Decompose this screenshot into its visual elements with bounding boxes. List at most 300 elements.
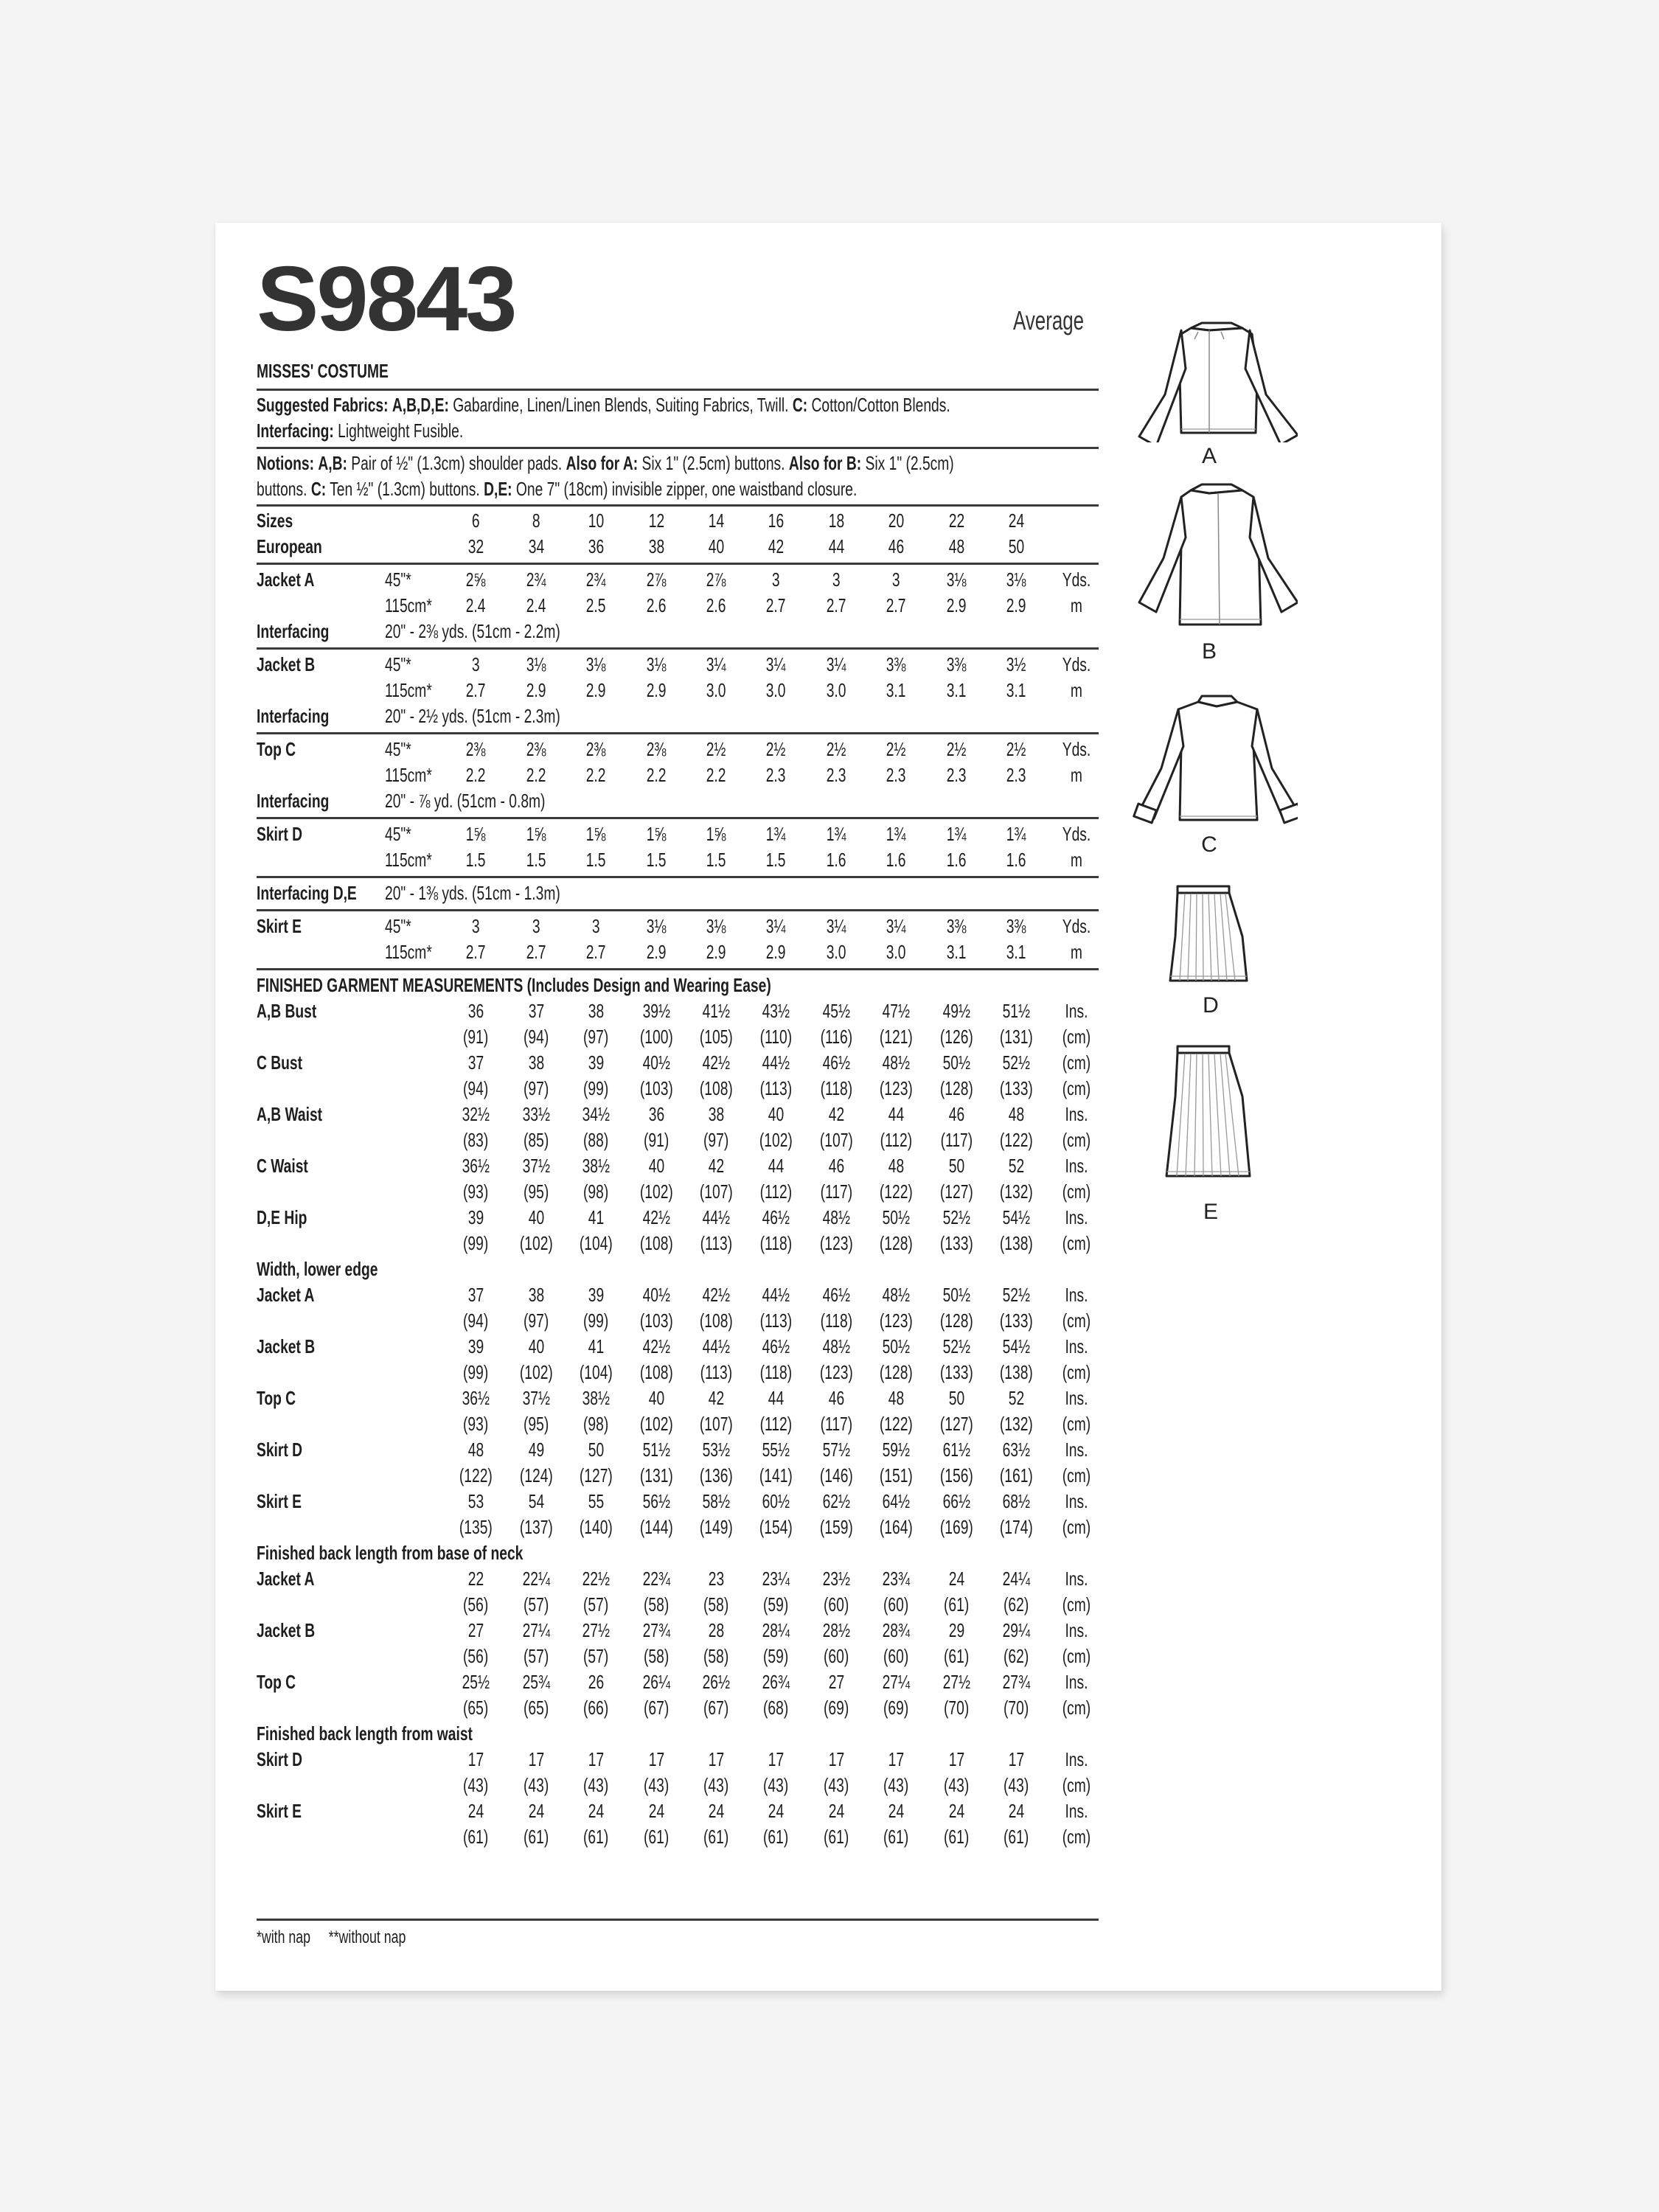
european-sizes-label: European [257,535,322,557]
measurement-ins-text: 29¼ [1002,1619,1030,1641]
size-6-text: 6 [471,509,480,532]
measurement-ins-text: 17 [768,1748,784,1770]
measurement-cm-text: (144) [639,1516,673,1538]
measurement-cm [566,1514,625,1540]
measurement-cm [627,1463,686,1489]
yardage-value-text: 3⅛ [1006,568,1026,591]
yardage-value [746,652,805,678]
yardage-value-text: 1.6 [1006,849,1026,871]
measurement-cm [446,1824,505,1850]
yardage-value [746,847,805,873]
measurement-ins-text: 27¾ [1002,1671,1030,1693]
measurement-cm-text: (97) [582,1026,609,1048]
measurement-ins [627,1153,686,1179]
measurement-ins-text: 39 [467,1335,484,1357]
yardage-value-text: 1.6 [886,849,906,871]
measurement-ins-text: 27½ [582,1619,610,1641]
measurement-cm-text: (117) [940,1129,973,1151]
measurement-cm-text: (123) [819,1232,853,1254]
measurement-cm-text: (102) [519,1232,553,1254]
european-size-32 [446,534,505,560]
measurement-ins [987,1385,1046,1411]
measurement-cm [627,1592,686,1618]
european-size-34-text: 34 [528,535,544,557]
unit-label [1047,1747,1106,1773]
measurement-ins [927,1282,986,1308]
notions-a-label: Also for A: [566,452,639,474]
yardage-value [807,762,866,788]
yardage-value [987,762,1046,788]
measurement-cm [807,1231,866,1256]
measurement-cm-text: (121) [879,1026,913,1048]
pattern-number: S9843 [257,248,515,350]
notions-de-label: D,E: [484,478,512,500]
measurement-ins-text: 52½ [1002,1051,1030,1074]
measurement-ins [746,1798,805,1824]
unit-label [1047,1024,1106,1050]
measurement-ins-text: 42½ [642,1335,670,1357]
measurement-cm [807,1127,866,1153]
view-b-illustration [1121,477,1298,632]
unit-label-text: Ins. [1065,1284,1088,1306]
measurement-cm-text: (118) [759,1361,792,1383]
measurement-cm [866,1076,925,1102]
interfacing-yardage: 20" - ⅞ yd. (51cm - 0.8m) [385,790,546,812]
measurement-cm [866,1411,925,1437]
measurement-cm-text: (138) [999,1361,1033,1383]
unit-label [1047,1669,1106,1695]
measurement-ins [627,1489,686,1514]
measurement-cm-text: (154) [759,1516,793,1538]
yardage-value-text: 2.6 [646,594,667,616]
unit-label [1047,652,1106,678]
measurement-cm [686,1463,745,1489]
measurement-cm-text: (91) [643,1129,669,1151]
measurement-ins-text: 66½ [942,1490,970,1512]
yardage-value [746,914,805,939]
measurement-cm [627,1231,686,1256]
yardage-value-text: 1¾ [886,823,906,845]
yardage-value-text: 3 [832,568,841,591]
measurement-label: Jacket A [257,1284,315,1306]
measurement-cm [507,1308,566,1334]
measurement-cm [927,1411,986,1437]
measurement-cm [987,1644,1046,1669]
yardage-value [627,593,686,619]
measurement-ins-text: 62½ [822,1490,850,1512]
measurement-cm-text: (93) [462,1180,489,1203]
measurement-ins [507,1437,566,1463]
yardage-value [686,678,745,703]
size-8-text: 8 [532,509,540,532]
measurement-ins [507,1205,566,1231]
yardage-value-text: 2.9 [706,941,726,963]
measurement-cm [566,1231,625,1256]
measurement-ins-text: 38 [528,1051,544,1074]
yardage-value-text: 3⅜ [946,915,967,937]
size-20 [866,508,925,534]
measurement-cm-text: (112) [880,1129,912,1151]
measurement-cm-text: (127) [939,1413,973,1435]
measurement-ins-text: 27½ [942,1671,970,1693]
measurement-ins-text: 24 [948,1568,964,1590]
yardage-value-text: 2.7 [886,594,906,616]
yardage-value [446,567,505,593]
measurement-cm-text: (113) [759,1077,792,1099]
measurement-cm [866,1179,925,1205]
unit-label-text: Ins. [1065,1000,1088,1022]
divider [257,504,1099,507]
yardage-value-text: 2½ [1006,738,1026,760]
yardage-value [446,593,505,619]
measurement-cm-text: (126) [939,1026,973,1048]
view-b-label: B [1201,639,1217,664]
measurement-cm-text: (66) [582,1697,609,1719]
measurement-cm-text: (61) [762,1826,789,1848]
measurement-cm-text: (116) [820,1026,852,1048]
unit-label [1047,678,1106,703]
measurement-ins-text: 60½ [762,1490,790,1512]
measurement-cm-text: (123) [819,1361,853,1383]
yardage-value-text: 1.5 [706,849,726,871]
yardage-value [807,914,866,939]
measurement-cm-text: (133) [939,1232,973,1254]
measurement-cm [927,1360,986,1385]
measurement-cm-text: (93) [462,1413,489,1435]
yardage-value-text: 3.1 [946,679,967,701]
measurement-ins-text: 48½ [822,1206,850,1228]
measurement-ins-text: 48½ [882,1051,910,1074]
measurement-ins [627,1334,686,1360]
divider [257,389,1099,391]
yardage-value-text: 2.3 [765,764,786,786]
measurement-ins-text: 39 [588,1051,604,1074]
measurement-cm [686,1695,745,1721]
measurement-ins [566,1489,625,1514]
measurement-cm [866,1592,925,1618]
yardage-value [627,678,686,703]
measurement-cm [987,1308,1046,1334]
yardage-value [927,737,986,762]
measurement-cm [566,1463,625,1489]
measurement-ins [507,1282,566,1308]
measurement-label: A,B Bust [257,1000,317,1022]
unit-label-text: m [1070,679,1083,701]
measurement-ins [807,1050,866,1076]
unit-label-text: Yds. [1062,653,1091,675]
measurement-cm-text: (108) [639,1232,673,1254]
yardage-value [446,678,505,703]
unit-label [1047,1050,1106,1076]
unit-label [1047,1153,1106,1179]
yardage-value-text: 2.2 [465,764,486,786]
measurement-cm [686,1127,745,1153]
measurement-ins [446,1437,505,1463]
interfacing-yardage: 20" - 2½ yds. (51cm - 2.3m) [385,705,560,727]
measurement-cm [807,1179,866,1205]
measurement-cm-text: (122) [879,1413,913,1435]
measurement-ins [746,1205,805,1231]
measurement-cm [507,1411,566,1437]
measurement-ins [446,1618,505,1644]
measurement-cm [866,1773,925,1798]
measurement-ins [686,1437,745,1463]
divider [257,647,1099,650]
measurement-ins-text: 24 [888,1800,904,1822]
measurement-cm [807,1514,866,1540]
measurement-ins-text: 27 [828,1671,844,1693]
measurement-ins-text: 61½ [942,1439,970,1461]
measurement-cm [807,1824,866,1850]
yardage-value [446,737,505,762]
unit-label [1047,1334,1106,1360]
measurement-ins-text: 68½ [1002,1490,1030,1512]
notions-c-label: C: [310,478,327,500]
measurement-ins [807,998,866,1024]
yardage-value-text: 1⅝ [465,823,486,845]
measurement-cm [446,1076,505,1102]
measurement-cm-text: (124) [519,1464,553,1486]
measurement-ins-text: 50½ [882,1335,910,1357]
measurement-label: Jacket A [257,1568,315,1590]
yardage-value [566,762,625,788]
measurement-cm [927,1024,986,1050]
measurement-cm [446,1514,505,1540]
measurement-cm-text: (61) [943,1593,970,1615]
yardage-value [866,847,925,873]
yardage-value [627,914,686,939]
notions-ab-label: A,B: [318,452,347,474]
jacket-long-icon [1121,477,1298,632]
footnote [257,1924,406,1950]
measurement-cm-text: (65) [462,1697,489,1719]
fabrics-abde-label: A,B,D,E: [392,394,449,416]
measurement-ins [927,1437,986,1463]
measurement-ins-text: 24 [467,1800,484,1822]
unit-label [1047,762,1106,788]
measurement-cm [507,1231,566,1256]
yardage-value-text: 2.9 [765,941,786,963]
measurement-ins [507,1050,566,1076]
measurement-cm [507,1592,566,1618]
yardage-value [507,914,566,939]
measurement-ins-text: 41 [588,1206,604,1228]
size-14-text: 14 [708,509,724,532]
measurement-ins [507,1618,566,1644]
yardage-value-text: 1.5 [465,849,486,871]
measurement-cm-text: (105) [699,1026,733,1048]
measurement-ins-text: 46 [828,1155,844,1177]
measurement-ins-text: 39 [588,1284,604,1306]
yardage-value-text: 2½ [765,738,786,760]
measurement-ins [746,1102,805,1127]
measurement-ins [507,1566,566,1592]
measurement-ins [807,1437,866,1463]
measurement-ins-text: 41 [588,1335,604,1357]
measurement-ins [507,1489,566,1514]
measurement-ins-text: 48 [888,1387,904,1409]
measurement-ins [446,1385,505,1411]
yardage-value [627,939,686,965]
measurement-cm [987,1127,1046,1153]
measurement-cm [927,1592,986,1618]
yardage-value-text: 2.4 [465,594,486,616]
measurement-cm-text: (99) [582,1077,609,1099]
unit-label [1047,1127,1106,1153]
measurement-cm [927,1824,986,1850]
measurement-cm-text: (107) [699,1413,733,1435]
measurement-ins-text: 32½ [462,1103,490,1125]
unit-label [1047,1102,1106,1127]
yardage-value-text: 2.2 [585,764,606,786]
measurement-ins-text: 64½ [882,1490,910,1512]
yardage-value-text: 1⅝ [526,823,546,845]
measurement-cm-text: (61) [943,1826,970,1848]
yardage-value [866,762,925,788]
yardage-value [507,567,566,593]
measurement-cm [507,1514,566,1540]
measurement-cm [566,1308,625,1334]
jacket-short-icon [1121,302,1298,442]
unit-label-text: (cm) [1062,1310,1091,1332]
measurement-cm-text: (123) [879,1077,913,1099]
yardage-value-text: 3¼ [765,915,786,937]
unit-label [1047,1824,1106,1850]
yardage-value [627,567,686,593]
measurement-cm [566,1411,625,1437]
measurement-cm [686,1824,745,1850]
measurement-ins [927,1798,986,1824]
measurement-label: Skirt E [257,1490,302,1512]
yardage-value [746,821,805,847]
fabric-width: 45"* [385,568,411,591]
measurement-cm-text: (123) [879,1310,913,1332]
yardage-value [866,593,925,619]
measurement-ins [807,1282,866,1308]
measurement-label: Top C [257,1671,296,1693]
yardage-value [507,762,566,788]
measurement-ins [807,1618,866,1644]
divider [257,563,1099,565]
measurement-ins-text: 50½ [882,1206,910,1228]
yardage-value [987,821,1046,847]
yardage-value [446,762,505,788]
yardage-value [866,821,925,847]
measurement-cm [446,1231,505,1256]
measurement-ins [446,1282,505,1308]
measurement-ins [627,1205,686,1231]
yardage-value [566,678,625,703]
measurement-ins [507,1153,566,1179]
measurement-cm-text: (141) [759,1464,793,1486]
yardage-value [927,678,986,703]
view-a-label: A [1201,444,1217,468]
measurement-cm [686,1231,745,1256]
yardage-value-text: 3⅛ [706,915,726,937]
measurement-cm-text: (138) [999,1232,1033,1254]
view-c-label: C [1201,832,1217,857]
measurement-cm-text: (104) [579,1232,613,1254]
measurement-ins [446,1334,505,1360]
measurement-ins [566,1334,625,1360]
measurement-cm-text: (56) [462,1645,489,1667]
measurement-ins [627,1102,686,1127]
yardage-value-text: 2½ [886,738,906,760]
measurement-cm [807,1360,866,1385]
measurement-ins [686,1102,745,1127]
measurement-ins-text: 40½ [642,1284,670,1306]
measurement-ins-text: 29 [948,1619,964,1641]
unit-label [1047,1798,1106,1824]
yardage-value [507,939,566,965]
measurement-cm [746,1076,805,1102]
yardage-value [446,821,505,847]
measurement-ins-text: 46½ [762,1206,790,1228]
measurement-ins-text: 48 [1008,1103,1024,1125]
measurement-cm-text: (57) [523,1645,549,1667]
measurement-cm [566,1360,625,1385]
measurement-cm [627,1824,686,1850]
measurement-ins-text: 54½ [1002,1335,1030,1357]
unit-label-text: m [1070,941,1083,963]
measurement-ins [507,1747,566,1773]
measurement-cm-text: (137) [519,1516,553,1538]
measurement-ins-text: 22½ [582,1568,610,1590]
measurement-cm [507,1824,566,1850]
measurement-ins-text: 48½ [882,1284,910,1306]
measurement-ins [987,1102,1046,1127]
measurement-ins-text: 24 [648,1800,664,1822]
interfacing-label: Interfacing: [257,420,334,442]
measurement-ins-text: 54 [528,1490,544,1512]
measurement-cm-text: (43) [643,1774,669,1796]
view-a-illustration [1121,302,1298,442]
measurement-ins [686,998,745,1024]
pattern-envelope-back [215,223,1441,1991]
measurement-cm-text: (151) [879,1464,913,1486]
unit-label-text: (cm) [1062,1826,1091,1848]
yardage-value-text: 3⅛ [946,568,967,591]
unit-label [1047,998,1106,1024]
measurement-ins [807,1205,866,1231]
measurement-cm-text: (112) [759,1413,792,1435]
measurement-ins [807,1102,866,1127]
yardage-value [927,567,986,593]
measurement-cm-text: (94) [462,1310,489,1332]
unit-label-text: (cm) [1062,1077,1091,1099]
measurement-cm-text: (100) [639,1026,673,1048]
unit-label-text: (cm) [1062,1516,1091,1538]
yardage-value [927,914,986,939]
measurement-cm-text: (60) [823,1593,849,1615]
unit-label-text: Yds. [1062,568,1091,591]
measurement-cm-text: (58) [643,1593,669,1615]
measurement-cm [566,1824,625,1850]
yardage-value-text: 2.7 [526,941,546,963]
unit-label-text: (cm) [1062,1413,1091,1435]
yardage-value-text: 1¾ [946,823,967,845]
measurement-cm [987,1231,1046,1256]
yardage-value-text: 3¼ [706,653,726,675]
yardage-value [987,593,1046,619]
measurement-cm-text: (113) [700,1232,732,1254]
measurement-ins-text: 24¼ [1002,1568,1030,1590]
yardage-value [746,593,805,619]
measurement-ins [566,1566,625,1592]
measurement-ins [686,1282,745,1308]
unit-label-text: (cm) [1062,1180,1091,1203]
measurement-ins [627,1747,686,1773]
